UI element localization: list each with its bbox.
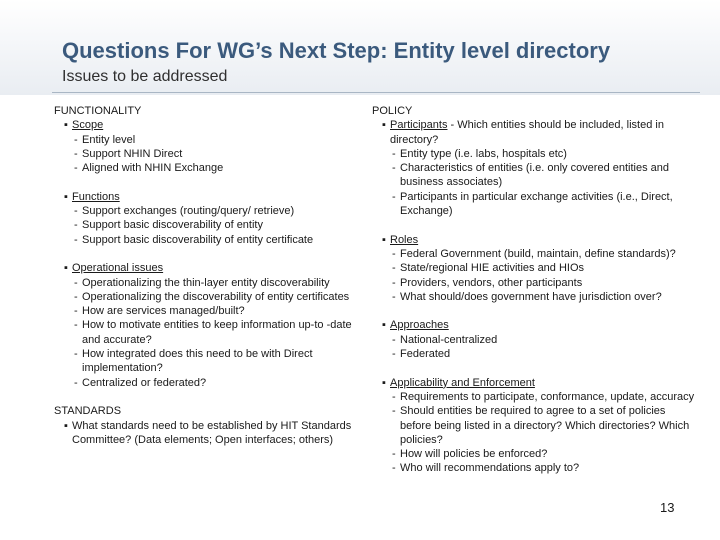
roles-item-text: Federal Government (build, maintain, define standards)? bbox=[400, 247, 676, 260]
applicability-item bbox=[372, 390, 696, 404]
scope-item bbox=[54, 133, 354, 147]
spacer bbox=[54, 175, 354, 189]
policy-heading: POLICY bbox=[372, 105, 413, 117]
dash-marker: - bbox=[392, 290, 396, 303]
spacer bbox=[54, 247, 354, 261]
scope-item bbox=[54, 161, 354, 175]
roles-item-text: What should/does government have jurisdiction over? bbox=[400, 290, 662, 303]
dash-marker: - bbox=[392, 147, 396, 160]
bullet-marker: ▪ bbox=[382, 319, 386, 332]
functions-item bbox=[54, 204, 354, 218]
operational-item bbox=[54, 304, 354, 318]
spacer bbox=[54, 390, 354, 404]
approaches-label: Approaches bbox=[390, 319, 449, 332]
bullet-marker: ▪ bbox=[382, 233, 386, 246]
approaches-item bbox=[372, 347, 696, 361]
operational-item-text: Centralized or federated? bbox=[82, 376, 207, 389]
standards-bullet-text: What standards need to be established by HIT Standards Committee? (Data elements; Open interfaces; others) bbox=[72, 419, 352, 446]
operational-item bbox=[54, 318, 354, 347]
bullet-marker: ▪ bbox=[382, 376, 386, 389]
spacer bbox=[372, 304, 696, 318]
scope-item-text: Support NHIN Direct bbox=[82, 147, 183, 160]
dash-marker: - bbox=[74, 147, 78, 160]
functions-item bbox=[54, 233, 354, 247]
applicability-label: Applicability and Enforcement bbox=[390, 376, 535, 389]
applicability-bullet bbox=[372, 376, 696, 390]
dash-marker: - bbox=[74, 276, 78, 289]
dash-marker: - bbox=[392, 390, 396, 403]
roles-item-text: Providers, vendors, other participants bbox=[400, 276, 583, 289]
operational-item bbox=[54, 276, 354, 290]
approaches-item-text: Federated bbox=[400, 348, 451, 361]
operational-item bbox=[54, 376, 354, 390]
dash-marker: - bbox=[392, 162, 396, 175]
scope-label: Scope bbox=[72, 119, 104, 132]
operational-item bbox=[54, 290, 354, 304]
operational-item-text: How are services managed/built? bbox=[82, 305, 245, 318]
right-column bbox=[372, 104, 696, 476]
dash-marker: - bbox=[392, 333, 396, 346]
title-divider bbox=[52, 92, 700, 93]
scope-item-text: Entity level bbox=[82, 133, 136, 146]
functions-label: Functions bbox=[72, 190, 120, 203]
applicability-item-text: Requirements to participate, conformance, update, accuracy bbox=[400, 390, 695, 403]
slide-title: Questions For WG’s Next Step: Entity level directory bbox=[62, 38, 611, 63]
dash-marker: - bbox=[74, 219, 78, 232]
spacer bbox=[372, 361, 696, 375]
applicability-item bbox=[372, 447, 696, 461]
dash-marker: - bbox=[74, 348, 78, 361]
functions-item-text: Support exchanges (routing/query/ retrieve) bbox=[82, 205, 295, 218]
bullet-marker: ▪ bbox=[64, 190, 68, 203]
applicability-item-text: How will policies be enforced? bbox=[400, 448, 548, 461]
approaches-item-text: National-centralized bbox=[400, 333, 498, 346]
roles-item bbox=[372, 276, 696, 290]
applicability-item bbox=[372, 404, 696, 447]
functions-item bbox=[54, 218, 354, 232]
left-column bbox=[54, 104, 354, 447]
dash-marker: - bbox=[392, 247, 396, 260]
scope-item-text: Aligned with NHIN Exchange bbox=[82, 162, 224, 175]
roles-item bbox=[372, 247, 696, 261]
participants-item-text: Entity type (i.e. labs, hospitals etc) bbox=[400, 147, 567, 160]
standards-heading: STANDARDS bbox=[54, 405, 122, 418]
roles-item bbox=[372, 290, 696, 304]
page-number: 13 bbox=[660, 500, 675, 515]
participants-text: - Which entities should be included, listed in directory? bbox=[390, 119, 664, 146]
dash-marker: - bbox=[74, 162, 78, 175]
operational-label: Operational issues bbox=[72, 262, 164, 275]
slide-subtitle: Issues to be addressed bbox=[62, 68, 228, 85]
approaches-bullet bbox=[372, 318, 696, 332]
participants-item bbox=[372, 190, 696, 219]
dash-marker: - bbox=[392, 405, 396, 418]
dash-marker: - bbox=[74, 376, 78, 389]
dash-marker: - bbox=[392, 276, 396, 289]
roles-bullet bbox=[372, 233, 696, 247]
approaches-item bbox=[372, 333, 696, 347]
dash-marker: - bbox=[392, 190, 396, 203]
functions-bullet bbox=[54, 190, 354, 204]
bullet-marker: ▪ bbox=[64, 119, 68, 132]
spacer bbox=[372, 218, 696, 232]
scope-bullet bbox=[54, 118, 354, 132]
operational-item-text: How integrated does this need to be with Direct implementation? bbox=[82, 348, 313, 375]
dash-marker: - bbox=[392, 462, 396, 475]
roles-item-text: State/regional HIE activities and HIOs bbox=[400, 262, 585, 275]
participants-item-text: Characteristics of entities (i.e. only covered entities and business associates) bbox=[400, 162, 670, 189]
participants-item-text: Participants in particular exchange activities (i.e., Direct, Exchange) bbox=[400, 190, 673, 218]
functions-item-text: Support basic discoverability of entity bbox=[82, 219, 263, 232]
participants-item bbox=[372, 147, 696, 161]
operational-item-text: Operationalizing the discoverability of entity certificates bbox=[82, 290, 350, 303]
dash-marker: - bbox=[74, 305, 78, 318]
bullet-marker: ▪ bbox=[382, 119, 386, 132]
dash-marker: - bbox=[74, 319, 78, 332]
roles-label: Roles bbox=[390, 233, 419, 246]
operational-bullet bbox=[54, 261, 354, 275]
operational-item-text: How to motivate entities to keep information up-to -date and accurate? bbox=[82, 319, 352, 346]
dash-marker: - bbox=[74, 290, 78, 303]
dash-marker: - bbox=[74, 233, 78, 246]
standards-bullet bbox=[54, 419, 354, 448]
applicability-item-text: Who will recommendations apply to? bbox=[400, 462, 580, 475]
dash-marker: - bbox=[392, 448, 396, 461]
dash-marker: - bbox=[74, 133, 78, 146]
dash-marker: - bbox=[392, 348, 396, 361]
applicability-item bbox=[372, 461, 696, 475]
participants-bullet bbox=[372, 118, 696, 147]
participants-label: Participants bbox=[390, 119, 448, 132]
participants-item bbox=[372, 161, 696, 190]
functionality-heading: FUNCTIONALITY bbox=[54, 105, 142, 117]
dash-marker: - bbox=[74, 205, 78, 218]
bullet-marker: ▪ bbox=[64, 419, 68, 432]
scope-item bbox=[54, 147, 354, 161]
roles-item bbox=[372, 261, 696, 275]
operational-item bbox=[54, 347, 354, 376]
dash-marker: - bbox=[392, 262, 396, 275]
operational-item-text: Operationalizing the thin-layer entity discoverability bbox=[82, 276, 330, 289]
bullet-marker: ▪ bbox=[64, 262, 68, 275]
functions-item-text: Support basic discoverability of entity certificate bbox=[82, 233, 314, 246]
applicability-item-text: Should entities be required to agree to a set of policies before being listed in a directory? Which directories? Which policies? bbox=[400, 405, 690, 446]
